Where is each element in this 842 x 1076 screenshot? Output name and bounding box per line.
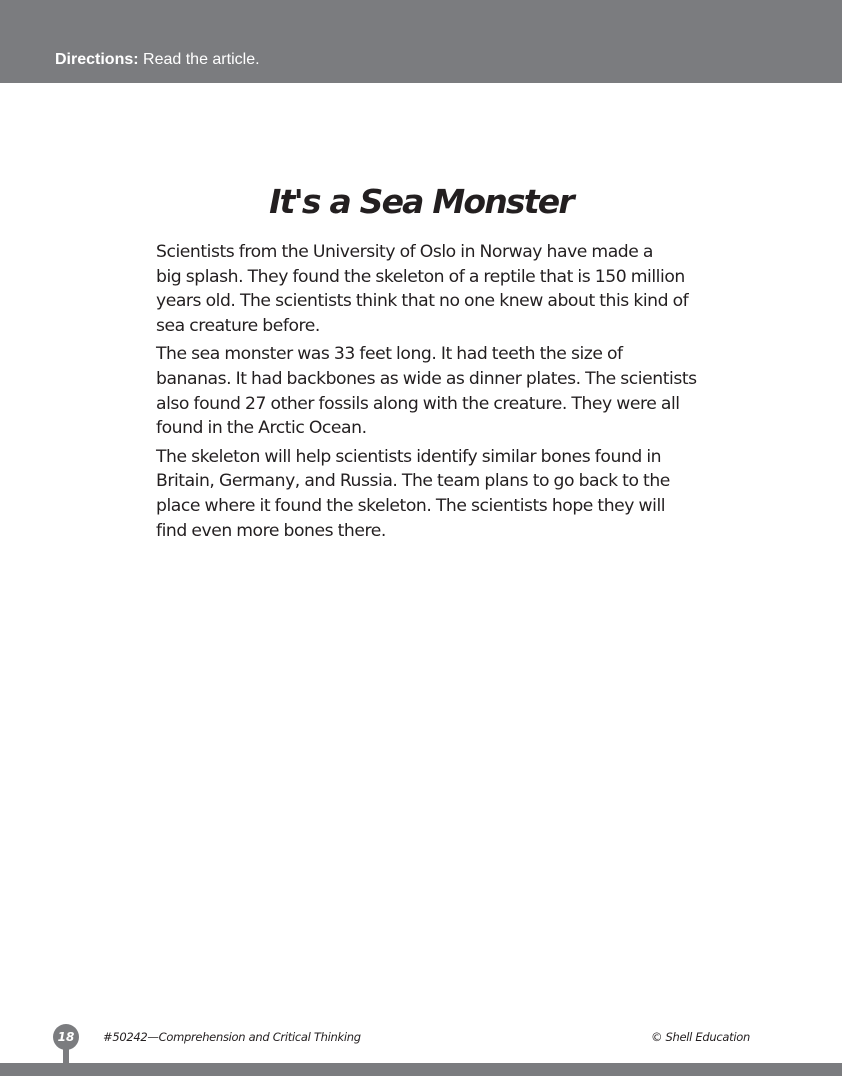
paragraph-line: Scientists from the University of Oslo in Norway have made a (156, 242, 653, 262)
paragraph-line: The sea monster was 33 feet long. It had teeth the size of (156, 344, 623, 365)
paragraph-line: find even more bones there. (156, 520, 386, 541)
directions (55, 51, 260, 69)
article-paragraph-2 (136, 342, 696, 440)
paragraph-line: years old. The scientists think that no one knew about this kind of (156, 291, 689, 312)
directions-text: Read the article. (138, 51, 260, 68)
paragraph-line: place where it found the skeleton. The scientists hope they will (156, 495, 666, 516)
paragraph-line: sea creature before. (156, 315, 320, 336)
paragraph-line: found in the Arctic Ocean. (156, 418, 367, 439)
header-band (0, 0, 842, 83)
paragraph-line: Britain, Germany, and Russia. The team plans to go back to the (156, 471, 670, 492)
paragraph-line: bananas. It had backbones as wide as dinner plates. The scientists (156, 368, 697, 389)
article-title: It's a Sea Monster (269, 182, 573, 221)
copyright: © Shell Education (650, 1030, 750, 1044)
article-paragraph-1 (136, 240, 696, 338)
paragraph-line: The skeleton will help scientists identify similar bones found in (156, 446, 662, 467)
page-number: 18 (53, 1024, 79, 1050)
article-paragraph-3 (136, 445, 696, 543)
directions-label: Directions: (55, 51, 139, 68)
book-reference: #50242—Comprehension and Critical Thinking (103, 1030, 361, 1044)
paragraph-line: big splash. They found the skeleton of a reptile that is 150 million (156, 266, 685, 287)
paragraph-line: also found 27 other fossils along with the creature. They were all (156, 393, 680, 414)
footer-band (0, 1063, 842, 1076)
article-body (136, 240, 696, 547)
